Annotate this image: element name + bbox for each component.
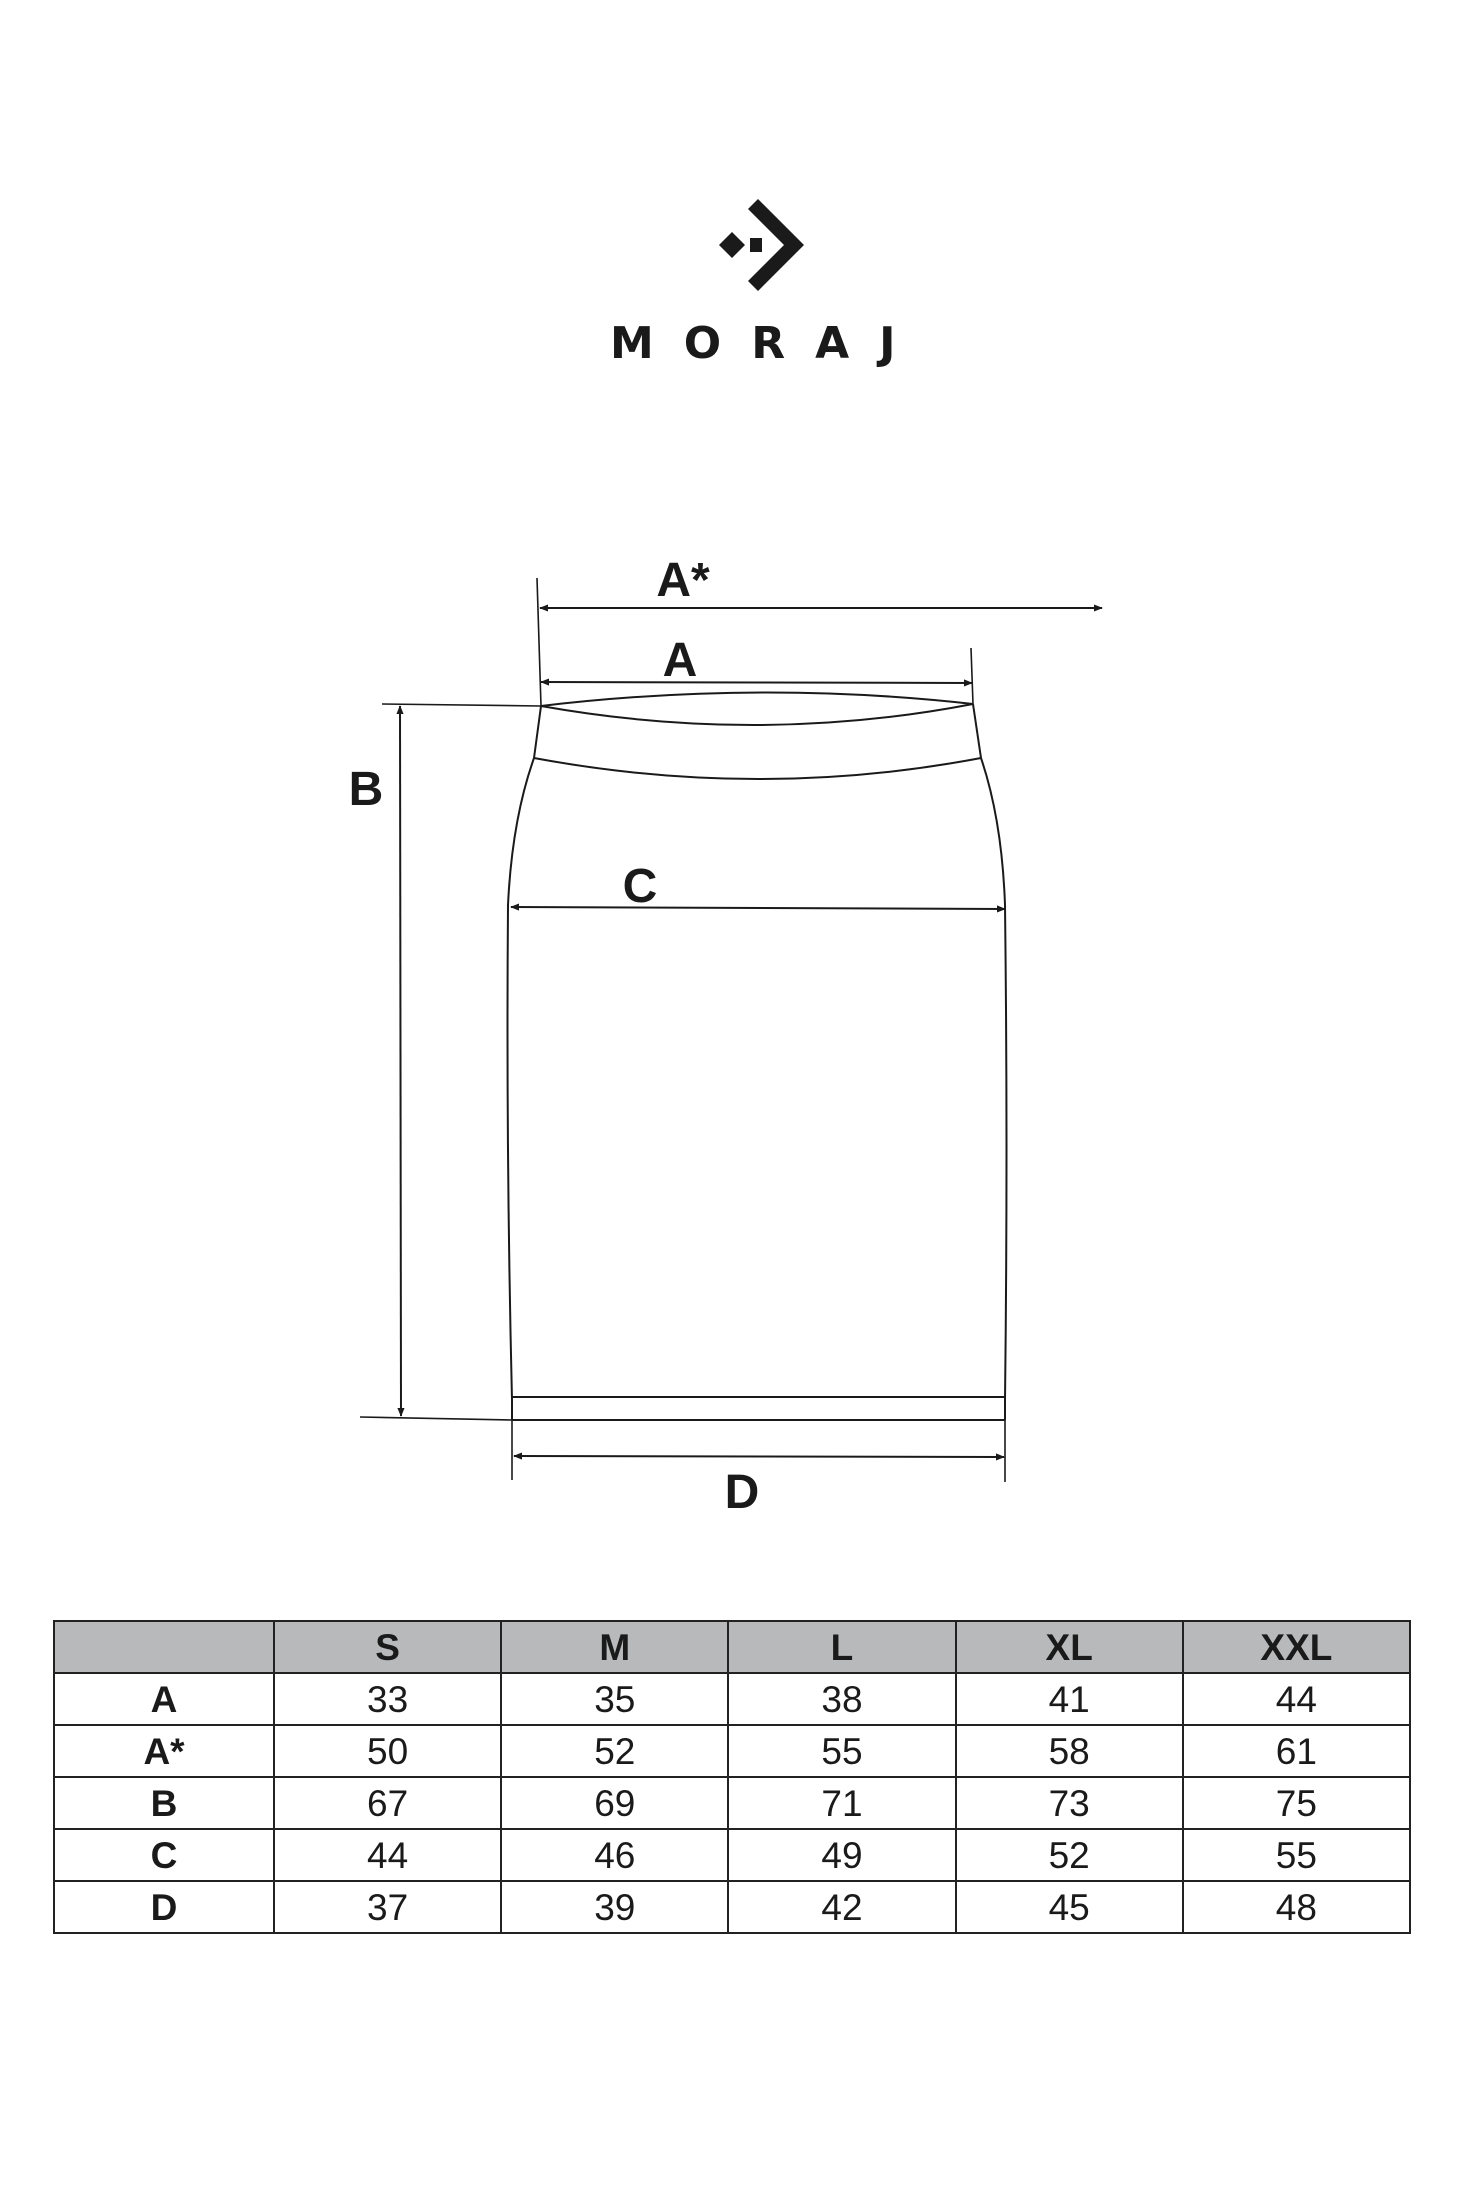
table-cell: 55 xyxy=(1183,1829,1410,1881)
size-chart-table xyxy=(53,1620,1411,1934)
table-row xyxy=(54,1829,1410,1881)
brand-name: MORAJ xyxy=(610,318,926,369)
row-label: B xyxy=(54,1777,274,1829)
table-row xyxy=(54,1673,1410,1725)
table-cell: 67 xyxy=(274,1777,501,1829)
row-label: A xyxy=(54,1673,274,1725)
column-header: L xyxy=(728,1621,955,1673)
table-corner-cell xyxy=(54,1621,274,1673)
column-header: XL xyxy=(956,1621,1183,1673)
table-cell: 75 xyxy=(1183,1777,1410,1829)
table-cell: 41 xyxy=(956,1673,1183,1725)
column-header: M xyxy=(501,1621,728,1673)
table-cell: 58 xyxy=(956,1725,1183,1777)
table-cell: 73 xyxy=(956,1777,1183,1829)
dimension-arrows xyxy=(400,608,1102,1457)
table-cell: 33 xyxy=(274,1673,501,1725)
label-a: A xyxy=(662,634,698,687)
table-cell: 48 xyxy=(1183,1881,1410,1933)
waistband-bottom-edge xyxy=(534,758,981,779)
table-cell: 46 xyxy=(501,1829,728,1881)
label-b: B xyxy=(348,763,384,816)
label-d: D xyxy=(724,1466,760,1519)
label-c: C xyxy=(622,860,658,913)
row-label: D xyxy=(54,1881,274,1933)
table-row xyxy=(54,1725,1410,1777)
table-cell: 38 xyxy=(728,1673,955,1725)
waistband-top-curve xyxy=(541,692,973,706)
table-cell: 50 xyxy=(274,1725,501,1777)
table-cell: 52 xyxy=(501,1725,728,1777)
table-cell: 55 xyxy=(728,1725,955,1777)
skirt-outline xyxy=(508,692,1007,1420)
table-row xyxy=(54,1777,1410,1829)
table-cell: 44 xyxy=(1183,1673,1410,1725)
dimension-d xyxy=(514,1456,1004,1457)
label-a-star: A* xyxy=(656,554,710,607)
table-cell: 71 xyxy=(728,1777,955,1829)
table-cell: 37 xyxy=(274,1881,501,1933)
table-cell: 39 xyxy=(501,1881,728,1933)
dimension-a xyxy=(541,682,972,683)
table-header-row xyxy=(54,1621,1410,1673)
row-label: C xyxy=(54,1829,274,1881)
table-cell: 69 xyxy=(501,1777,728,1829)
waistband-top-edge xyxy=(541,704,973,725)
dimension-b xyxy=(400,706,401,1416)
table-cell: 42 xyxy=(728,1881,955,1933)
column-header: XXL xyxy=(1183,1621,1410,1673)
table-cell: 45 xyxy=(956,1881,1183,1933)
table-cell: 52 xyxy=(956,1829,1183,1881)
table-cell: 61 xyxy=(1183,1725,1410,1777)
dimension-c xyxy=(511,907,1005,909)
row-label: A* xyxy=(54,1725,274,1777)
table-row xyxy=(54,1881,1410,1933)
skirt-right-side xyxy=(973,704,1007,1420)
table-cell: 49 xyxy=(728,1829,955,1881)
table-cell: 35 xyxy=(501,1673,728,1725)
table-cell: 44 xyxy=(274,1829,501,1881)
column-header: S xyxy=(274,1621,501,1673)
skirt-left-side xyxy=(508,706,542,1420)
